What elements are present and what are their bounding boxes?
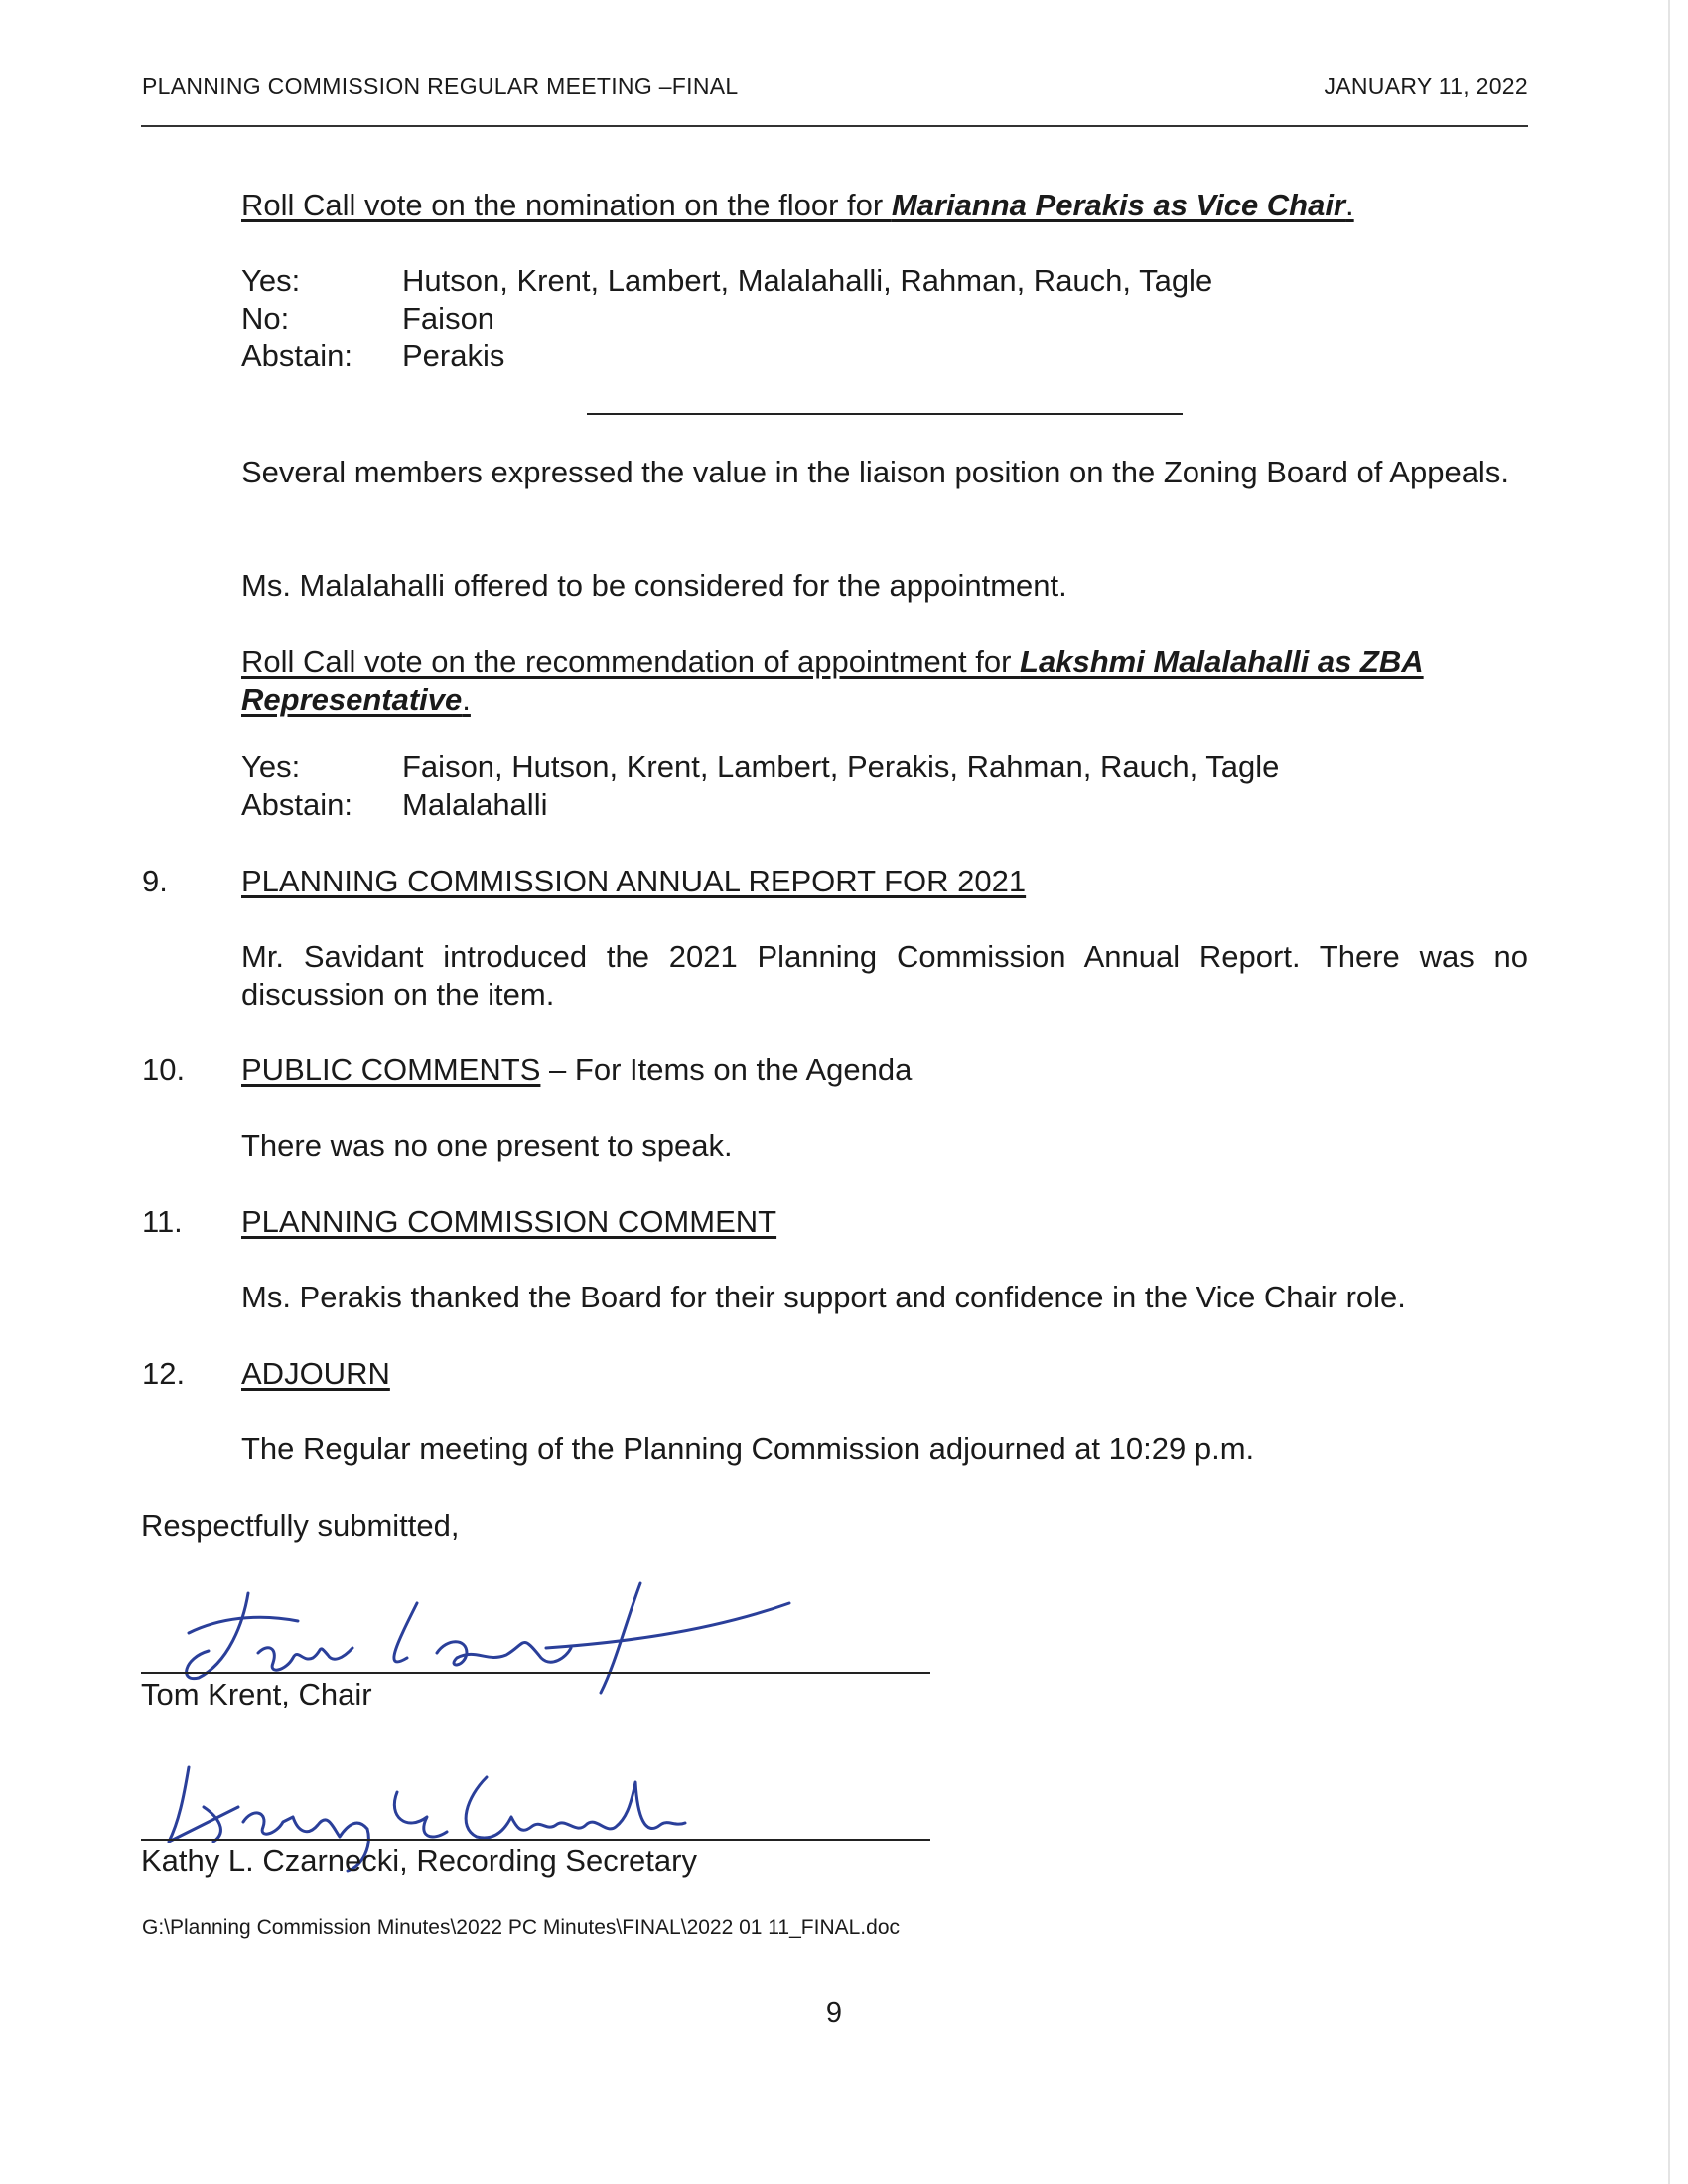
item-title: PUBLIC COMMENTS (241, 1052, 541, 1087)
zba-vote-intro: Roll Call vote on the recommendation of appointment for (241, 644, 1021, 679)
vote-names-no: Faison (402, 301, 495, 336)
vote-label-abstain: Abstain: (241, 339, 353, 373)
closing-text: Respectfully submitted, (141, 1508, 460, 1543)
item-number: 9. (142, 864, 168, 898)
page-edge (1668, 0, 1670, 2184)
zba-vote-heading-line1 (241, 643, 1424, 681)
item-title: PLANNING COMMISSION COMMENT (241, 1204, 777, 1239)
signature-line (141, 1839, 930, 1841)
signature-line (141, 1672, 930, 1674)
zba-vote-heading-line2 (241, 681, 471, 719)
zba-vote-names-abstain: Malalahalli (402, 787, 548, 822)
zba-vote-label-abstain: Abstain: (241, 787, 353, 822)
item-heading (241, 863, 1026, 900)
vice-chair-vote-end: . (1345, 188, 1354, 222)
item-suffix: – For Items on the Agenda (540, 1052, 913, 1087)
signer-name-secretary: Kathy L. Czarnecki, Recording Secretary (141, 1843, 697, 1878)
item-number: 11. (142, 1204, 183, 1239)
item-heading (241, 1203, 776, 1241)
vice-chair-vote-nominee: Marianna Perakis as Vice Chair (891, 188, 1346, 222)
item-title: ADJOURN (241, 1356, 390, 1391)
zba-vote-end: . (462, 682, 471, 717)
zba-vote-label-yes: Yes: (241, 750, 301, 784)
item-heading (241, 1051, 912, 1089)
paragraph-offer: Ms. Malalahalli offered to be considered for the appointment. (241, 568, 1067, 603)
vice-chair-vote-heading (241, 187, 1354, 224)
item-number: 10. (142, 1052, 186, 1087)
vote-names-abstain: Perakis (402, 339, 505, 373)
header-rule (141, 125, 1528, 127)
signer-name-chair: Tom Krent, Chair (141, 1677, 372, 1711)
header-date: JANUARY 11, 2022 (1324, 73, 1528, 99)
zba-vote-nominee: Lakshmi Malalahalli as ZBA (1020, 644, 1424, 679)
zba-vote-nominee-cont: Representative (241, 682, 463, 717)
item-body: There was no one present to speak. (241, 1128, 733, 1162)
vice-chair-vote-intro: Roll Call vote on the nomination on the floor for (241, 188, 892, 222)
header-title: PLANNING COMMISSION REGULAR MEETING –FINAL (142, 73, 739, 99)
item-number: 12. (142, 1356, 186, 1391)
item-title: PLANNING COMMISSION ANNUAL REPORT FOR 2021 (241, 864, 1027, 898)
item-body: Mr. Savidant introduced the 2021 Planning Commission Annual Report. There was no discussion on the item. (241, 939, 1528, 1012)
page-number: 9 (825, 1997, 843, 2029)
zba-vote-names-yes: Faison, Hutson, Krent, Lambert, Perakis, Rahman, Rauch, Tagle (402, 750, 1280, 784)
vote-names-yes: Hutson, Krent, Lambert, Malalahalli, Rahman, Rauch, Tagle (402, 263, 1213, 298)
file-path-footer: G:\Planning Commission Minutes\2022 PC Minutes\FINAL\2022 01 11_FINAL.doc (142, 1916, 900, 1939)
vote-label-yes: Yes: (241, 263, 301, 298)
paragraph-liaison: Several members expressed the value in the liaison position on the Zoning Board of Appeals. (241, 455, 1509, 489)
item-body: The Regular meeting of the Planning Commission adjourned at 10:29 p.m. (241, 1432, 1255, 1466)
item-body: Ms. Perakis thanked the Board for their support and confidence in the Vice Chair role. (241, 1280, 1406, 1314)
section-divider (587, 413, 1183, 415)
item-heading (241, 1355, 390, 1393)
vote-label-no: No: (241, 301, 290, 336)
